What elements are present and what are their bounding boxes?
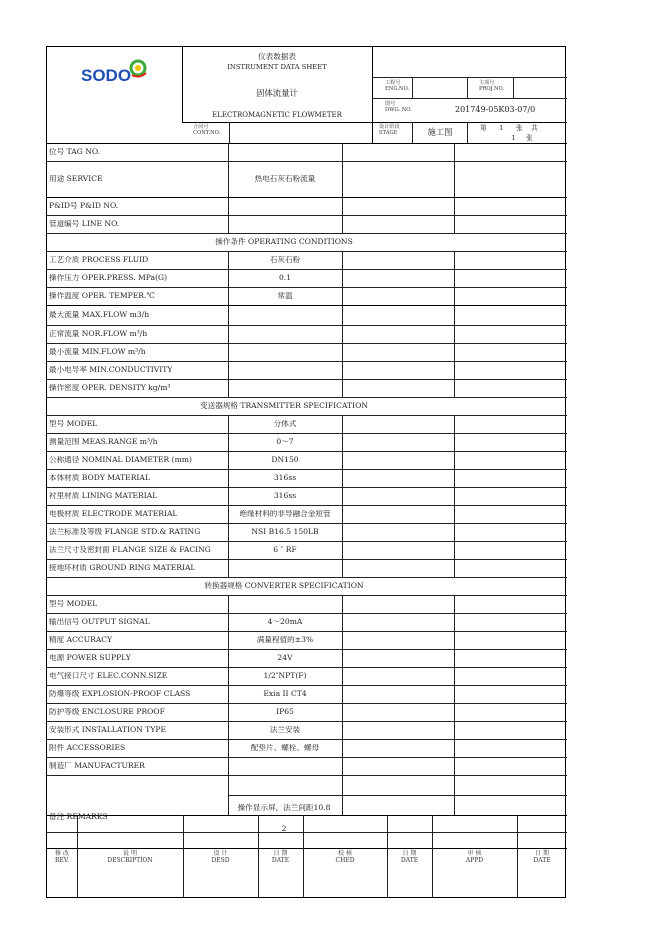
- row-value: 1/2″NPT(F): [263, 672, 307, 680]
- cont-no-label: 合同号 CONT.NO.: [193, 124, 221, 136]
- row-label: 本体材质 BODY MATERIAL: [49, 474, 150, 482]
- row-label: 型号 MODEL: [49, 420, 98, 428]
- row-value: 配垫片、螺栓、螺母: [250, 744, 320, 752]
- row-label: 电气接口尺寸 ELEC.CONN.SIZE: [49, 672, 168, 680]
- company-logo: [79, 53, 151, 87]
- instrument-cn: 固体流量计: [256, 88, 298, 98]
- row-label: 用途 SERVICE: [49, 175, 103, 183]
- row-label: 输出信号 OUTPUT SIGNAL: [49, 618, 150, 626]
- title-cn: 仪表数据表: [258, 52, 296, 61]
- row-label: 接地环材质 GROUND RING MATERIAL: [49, 564, 196, 572]
- row-value: 常温: [277, 292, 293, 300]
- row-value: 6 ″ RF: [273, 546, 297, 554]
- row-value: DN150: [271, 456, 299, 464]
- row-value: 24V: [277, 654, 293, 662]
- remarks-label: 备注 REMARKS: [49, 812, 108, 821]
- row-value: 石灰石粉: [269, 256, 301, 264]
- row-label: 电源 POWER SUPPLY: [49, 654, 131, 662]
- stage-label: 设计阶段 STAGE: [379, 124, 400, 136]
- row-value: 0.1: [278, 274, 292, 282]
- row-label: 附件 ACCESSORIES: [49, 744, 126, 752]
- row-label: 正常流量 NOR.FLOW m³/h: [49, 330, 148, 338]
- row-label: 制造厂 MANUFACTURER: [49, 762, 145, 770]
- stage-value: 施工图: [427, 127, 453, 137]
- data-sheet: [46, 46, 566, 898]
- section-header: 操作条件 OPERATING CONDITIONS: [215, 237, 353, 246]
- row-label: 安装形式 INSTALLATION TYPE: [49, 726, 167, 734]
- row-value: IP65: [276, 708, 294, 716]
- row-value: 0～7: [276, 438, 294, 446]
- row-label: 防爆等级 EXPLOSION-PROOF CLASS: [49, 690, 191, 698]
- footer-header: 修 改 REV.: [54, 850, 70, 864]
- instrument-en: ELECTROMAGNETIC FLOWMETER: [212, 111, 342, 119]
- footer-header: 审 核 APPD: [465, 850, 484, 864]
- row-label: 管道编号 LINE NO.: [49, 220, 120, 228]
- row-label: 最小流量 MIN.FLOW m³/h: [49, 348, 146, 356]
- row-value: 法兰安装: [269, 726, 301, 734]
- row-label: 测量范围 MEAS.RANGE m³/h: [49, 438, 158, 446]
- logo-text: SODO: [81, 66, 132, 85]
- footer-header: 日 期 DATE: [533, 850, 551, 864]
- row-label: 最小电导率 MIN.CONDUCTIVITY: [49, 366, 173, 374]
- row-label: 型号 MODEL: [49, 600, 98, 608]
- row-label: 工艺介质 PROCESS FLUID: [49, 256, 149, 264]
- dwg-no-label: 图号 DWG. NO.: [385, 101, 412, 113]
- row-label: 位号 TAG NO.: [49, 148, 101, 156]
- row-label: 操作压力 OPER.PRESS. MPa(G): [49, 274, 168, 282]
- row-label: 衬里材质 LINING MATERIAL: [49, 492, 158, 500]
- row-label: 电极材质 ELECTRODE MATERIAL: [49, 510, 178, 518]
- proj-no-label: 主项号 PROJ.NO.: [479, 80, 505, 92]
- dwg-no-value: 201749-05K03-07/0: [455, 105, 536, 114]
- footer-header: 说 明 DESCRIPTION: [107, 850, 153, 864]
- row-value: NSI B16.5 150LB: [251, 528, 319, 536]
- section-header: 变送器规格 TRANSMITTER SPECIFICATION: [200, 401, 368, 410]
- row-label: 最大流量 MAX.FLOW m3/h: [49, 311, 150, 319]
- row-value: 316ss: [273, 474, 297, 482]
- row-value: 绝缘材料的非导融合金短管: [239, 510, 331, 518]
- remarks-line2: 2: [281, 824, 287, 833]
- sheet-count: 第 1 张 共 1 张: [480, 124, 538, 142]
- row-value: 分体式: [273, 420, 297, 428]
- row-label: 公称通径 NOMINAL DIAMETER (mm): [49, 456, 192, 464]
- row-label: 法兰标准及等级 FLANGE STD.& RATING: [49, 528, 201, 536]
- row-value: 热电石灰石粉流量: [254, 175, 316, 183]
- row-label: P&ID号 P&ID NO.: [49, 202, 119, 210]
- row-label: 操作密度 OPER. DENSITY kg/m³: [49, 384, 171, 392]
- remarks-line1: 操作显示屏，法兰间距10.8: [237, 803, 331, 812]
- row-value: 满量程值的±3%: [256, 636, 314, 644]
- footer-header: 校 核 CHED: [335, 850, 355, 864]
- row-value: 4～20mA: [267, 618, 303, 626]
- title-en: INSTRUMENT DATA SHEET: [227, 63, 327, 71]
- eng-no-label: 工程号 ENG.NO.: [385, 80, 410, 92]
- footer-header: 日 期 DATE: [400, 850, 419, 864]
- footer-header: 设 计 DESD: [211, 850, 230, 864]
- row-label: 操作温度 OPER. TEMPER.℃: [49, 292, 155, 300]
- row-label: 法兰尺寸及密封面 FLANGE SIZE & FACING: [49, 546, 211, 554]
- footer-header: 日 期 DATE: [271, 850, 290, 864]
- row-label: 防护等级 ENCLOSURE PROOF: [49, 708, 165, 716]
- row-label: 精度 ACCURACY: [49, 636, 113, 644]
- row-value: 316ss: [273, 492, 297, 500]
- row-value: Exia II CT4: [263, 690, 307, 698]
- section-header: 转换器规格 CONVERTER SPECIFICATION: [204, 581, 364, 590]
